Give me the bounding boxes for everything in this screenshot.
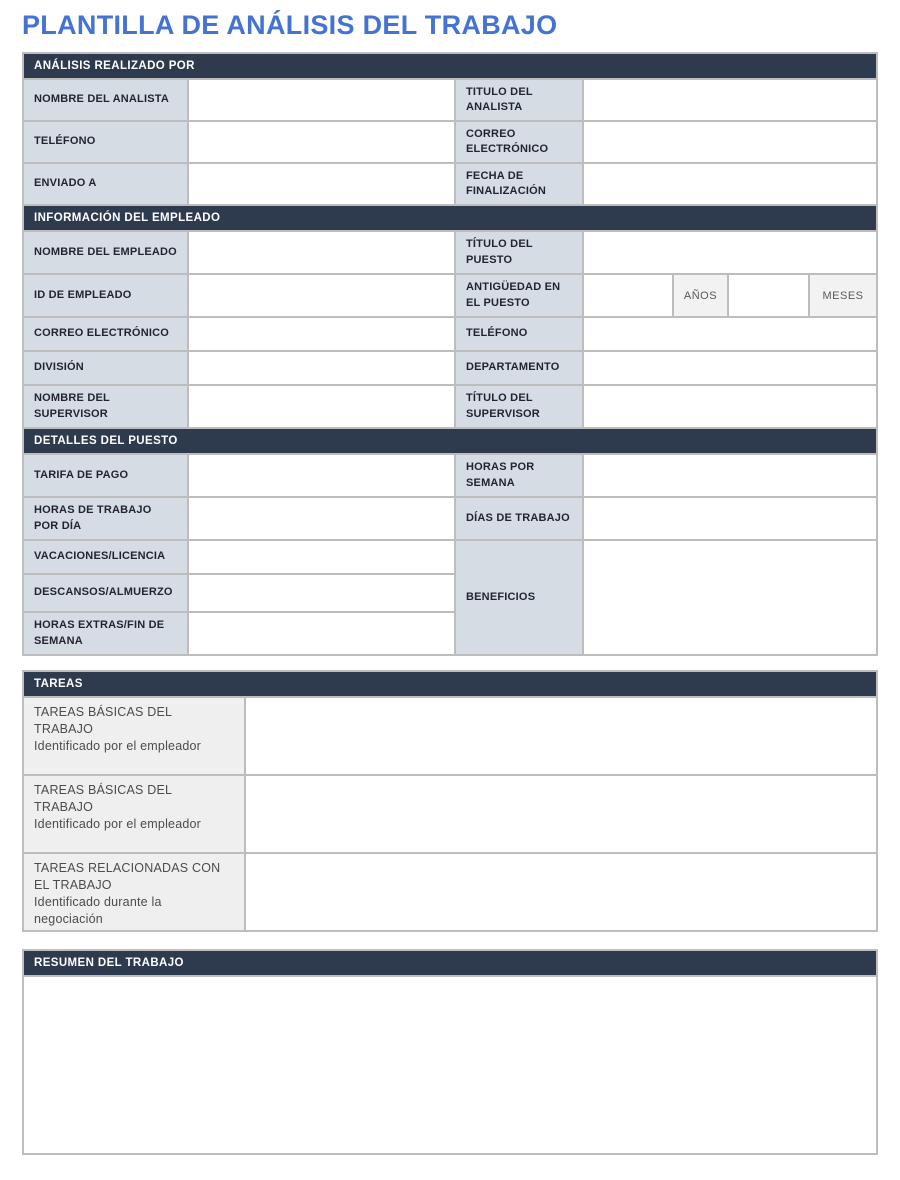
input-horas-dia[interactable] [189,498,454,539]
input-horas-extras[interactable] [189,613,454,654]
label-titulo-supervisor: TÍTULO DEL SUPERVISOR [456,386,582,427]
label-tarea-3 [24,854,244,930]
label-id-empleado: ID DE EMPLEADO [24,275,187,316]
input-titulo-analista[interactable] [584,80,876,120]
label-enviado-a: ENVIADO A [24,164,187,204]
tenure-subrow [584,275,876,316]
section-header-detalles: DETALLES DEL PUESTO [24,429,876,453]
input-tarea-2[interactable] [246,776,876,852]
label-telefono-analista: TELÉFONO [24,122,187,162]
tarea-3-title: TAREAS RELACIONADAS CON EL TRABAJO [34,861,221,892]
summary-table [22,949,878,1155]
input-departamento[interactable] [584,352,876,384]
input-telefono-empleado[interactable] [584,318,876,350]
input-dias-trabajo[interactable] [584,498,876,539]
input-titulo-supervisor[interactable] [584,386,876,427]
input-enviado-a[interactable] [189,164,454,204]
section-header-empleado: INFORMACIÓN DEL EMPLEADO [24,206,876,230]
input-vacaciones[interactable] [189,541,454,573]
label-horas-semana: HORAS POR SEMANA [456,455,582,496]
label-departamento: DEPARTAMENTO [456,352,582,384]
input-antiguedad-anos[interactable] [584,275,672,316]
section-header-resumen: RESUMEN DEL TRABAJO [24,951,876,975]
input-correo-analista[interactable] [584,122,876,162]
label-division: DIVISIÓN [24,352,187,384]
label-fecha-finalizacion: FECHA DE FINALIZACIÓN [456,164,582,204]
page-title: PLANTILLA DE ANÁLISIS DEL TRABAJO [22,10,558,40]
label-dias-trabajo: DÍAS DE TRABAJO [456,498,582,539]
label-telefono-empleado: TELÉFONO [456,318,582,350]
label-beneficios: BENEFICIOS [456,541,582,654]
section-header-analisis: ANÁLISIS REALIZADO POR [24,54,876,78]
label-nombre-analista: NOMBRE DEL ANALISTA [24,80,187,120]
input-titulo-puesto[interactable] [584,232,876,273]
input-nombre-supervisor[interactable] [189,386,454,427]
label-antiguedad-puesto: ANTIGÜEDAD EN EL PUESTO [456,275,582,316]
label-vacaciones: VACACIONES/LICENCIA [24,541,187,573]
label-tarifa-pago: TARIFA DE PAGO [24,455,187,496]
input-telefono-analista[interactable] [189,122,454,162]
input-id-empleado[interactable] [189,275,454,316]
input-nombre-analista[interactable] [189,80,454,120]
input-tarifa-pago[interactable] [189,455,454,496]
input-nombre-empleado[interactable] [189,232,454,273]
label-descansos: DESCANSOS/ALMUERZO [24,575,187,611]
tenure-years-unit-label: AÑOS [674,275,727,316]
input-fecha-finalizacion[interactable] [584,164,876,204]
label-tarea-1 [24,698,244,774]
input-antiguedad-meses[interactable] [729,275,808,316]
tenure-months-unit-label: MESES [810,275,876,316]
label-titulo-analista: TITULO DEL ANALISTA [456,80,582,120]
tarea-3-subtitle: Identificado durante la negociación [34,894,162,926]
label-horas-dia: HORAS DE TRABAJO POR DÍA [24,498,187,539]
input-descansos[interactable] [189,575,454,611]
tarea-2-title: TAREAS BÁSICAS DEL TRABAJO [34,783,172,814]
label-correo-analista: CORREO ELECTRÓNICO [456,122,582,162]
input-horas-semana[interactable] [584,455,876,496]
label-horas-extras: HORAS EXTRAS/FIN DE SEMANA [24,613,187,654]
label-titulo-puesto: TÍTULO DEL PUESTO [456,232,582,273]
tasks-table [22,670,878,932]
input-correo-empleado[interactable] [189,318,454,350]
input-beneficios[interactable] [584,541,876,654]
label-tarea-2 [24,776,244,852]
input-tarea-1[interactable] [246,698,876,774]
label-nombre-empleado: NOMBRE DEL EMPLEADO [24,232,187,273]
label-nombre-supervisor: NOMBRE DEL SUPERVISOR [24,386,187,427]
tarea-1-title: TAREAS BÁSICAS DEL TRABAJO [34,705,172,736]
section-header-tareas: TAREAS [24,672,876,696]
tarea-1-subtitle: Identificado por el empleador [34,738,202,753]
input-tarea-3[interactable] [246,854,876,930]
input-resumen-trabajo[interactable] [24,977,876,1153]
tarea-2-subtitle: Identificado por el empleador [34,816,202,831]
main-form-table [22,52,878,656]
label-correo-empleado: CORREO ELECTRÓNICO [24,318,187,350]
input-division[interactable] [189,352,454,384]
